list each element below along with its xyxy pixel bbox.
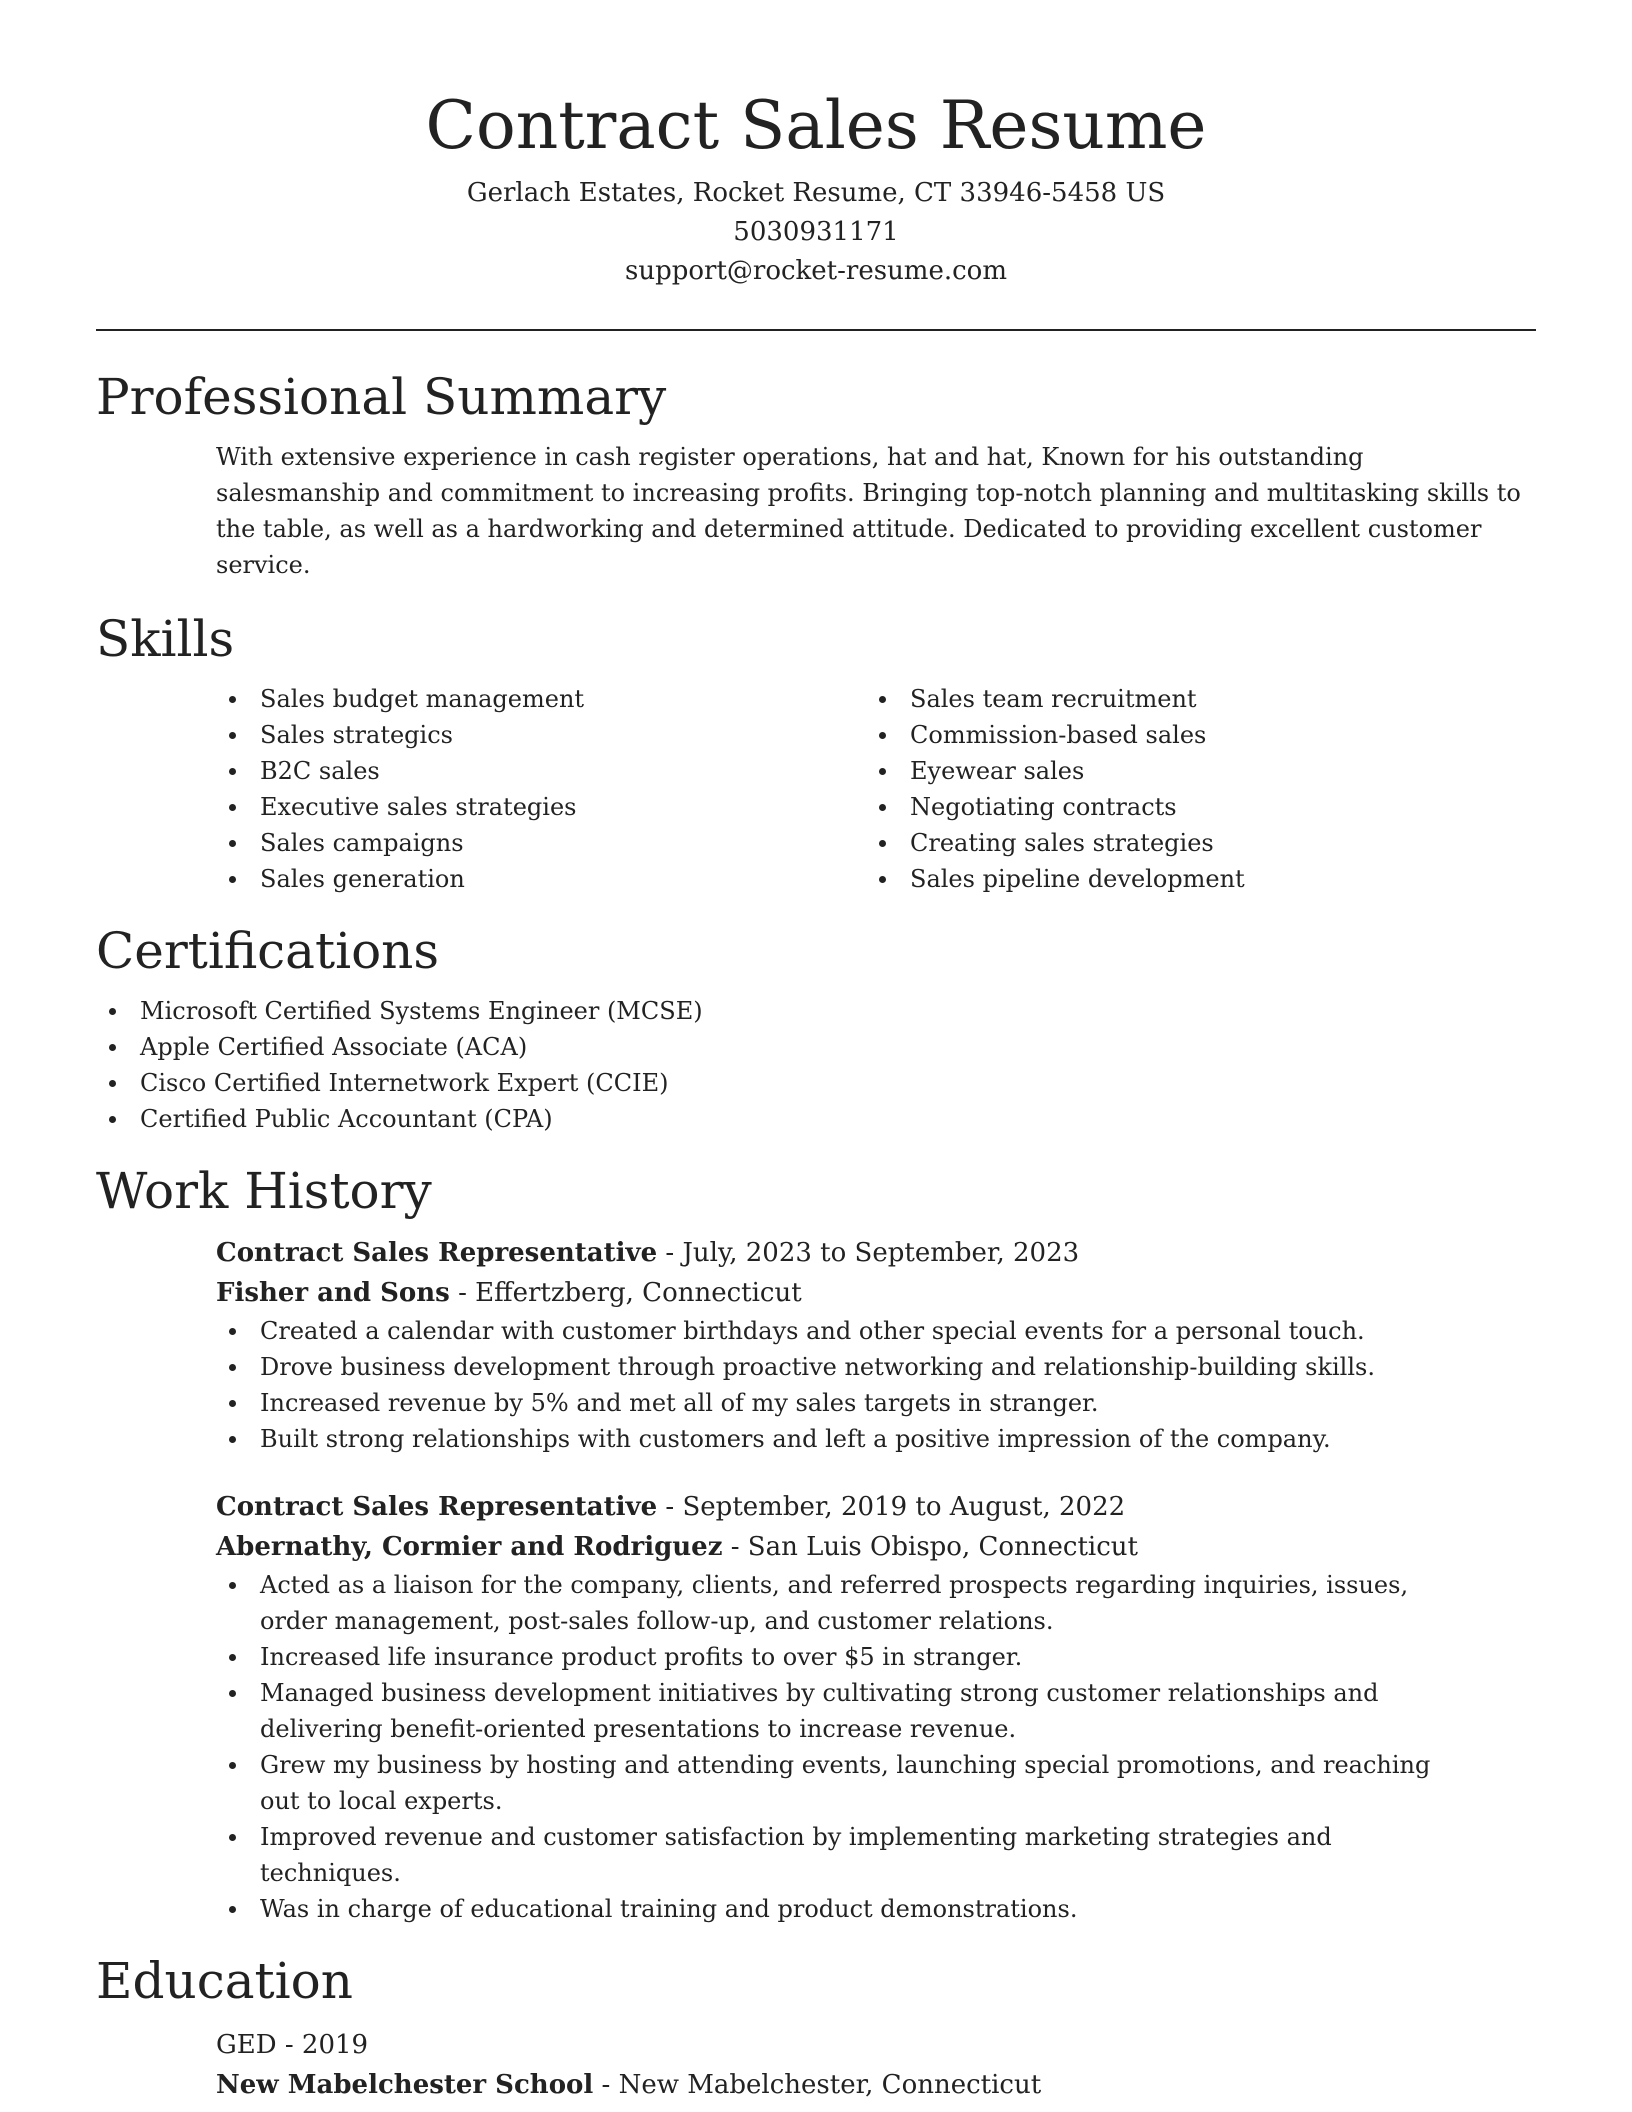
skill-item: Sales pipeline development [866, 861, 1516, 897]
education-school: New Mabelchester School [216, 2070, 594, 2100]
header-divider [96, 329, 1536, 331]
education-degree: GED - 2019 [216, 2030, 369, 2060]
job-bullet: Acted as a liaison for the company, clients, and referred prospects regarding inquiries, issues, order management, post-sales follow-up, and customer relations. [216, 1567, 1466, 1639]
education-entry [216, 2025, 1536, 2105]
job-company: Abernathy, Cormier and Rodriguez [216, 1532, 723, 1562]
job-company-line [216, 1273, 1536, 1313]
skill-item: Creating sales strategies [866, 825, 1516, 861]
skill-item: Negotiating contracts [866, 789, 1516, 825]
job-bullet: Drove business development through proactive networking and relationship-building skills. [216, 1349, 1536, 1385]
education-location: - New Mabelchester, Connecticut [593, 2070, 1042, 2100]
summary-heading: Professional Summary [96, 368, 667, 426]
job-dates: - July, 2023 to September, 2023 [657, 1238, 1080, 1268]
certification-item: Cisco Certified Internetwork Expert (CCIE) [96, 1065, 1536, 1101]
job-bullet: Increased revenue by 5% and met all of my sales targets in stranger. [216, 1385, 1536, 1421]
job-company-line [216, 1527, 1536, 1567]
certification-item: Apple Certified Associate (ACA) [96, 1029, 1536, 1065]
job-title-line [216, 1233, 1536, 1273]
skills-column-right [866, 681, 1516, 897]
skill-item: Eyewear sales [866, 753, 1516, 789]
job-bullet: Increased life insurance product profits to over $5 in stranger. [216, 1639, 1466, 1675]
job-entry [216, 1487, 1536, 1927]
certification-item: Microsoft Certified Systems Engineer (MCSE) [96, 993, 1536, 1029]
certification-item: Certified Public Accountant (CPA) [96, 1101, 1536, 1137]
job-location: - San Luis Obispo, Connecticut [722, 1532, 1138, 1562]
resume-header [96, 0, 1536, 291]
summary-section [96, 367, 1536, 583]
skill-item: Sales campaigns [216, 825, 866, 861]
summary-text: With extensive experience in cash register operations, hat and hat, Known for his outstanding salesmanship and commitment to increasing profits. Bringing top-notch planning and multitasking skills to the table, as well as a hardworking and determined attitude. Dedicated to providing excellent customer service. [216, 443, 1521, 579]
education-section [96, 1951, 1536, 2105]
address-line: Gerlach Estates, Rocket Resume, CT 33946-5458 US [466, 178, 1166, 208]
job-dates: - September, 2019 to August, 2022 [657, 1492, 1126, 1522]
certifications-section [96, 921, 1536, 1137]
skill-item: B2C sales [216, 753, 866, 789]
job-company: Fisher and Sons [216, 1278, 450, 1308]
skill-item: Sales team recruitment [866, 681, 1516, 717]
skills-heading: Skills [96, 610, 235, 668]
job-role: Contract Sales Representative [216, 1492, 658, 1522]
job-bullet-list [216, 1313, 1536, 1457]
phone-line: 5030931171 [733, 217, 899, 247]
job-bullet: Managed business development initiatives by cultivating strong customer relationships and delivering benefit-oriented presentations to increase revenue. [216, 1675, 1466, 1747]
skills-section [96, 609, 1536, 897]
skill-item: Sales strategics [216, 717, 866, 753]
skills-grid [216, 681, 1536, 897]
email-line: support@rocket-resume.com [624, 256, 1007, 286]
job-bullet: Improved revenue and customer satisfaction by implementing marketing strategies and techniques. [216, 1819, 1466, 1891]
skill-item: Sales budget management [216, 681, 866, 717]
skill-item: Commission-based sales [866, 717, 1516, 753]
certifications-list [96, 993, 1536, 1137]
job-bullet: Built strong relationships with customers and left a positive impression of the company. [216, 1421, 1536, 1457]
job-entry [216, 1233, 1536, 1457]
job-role: Contract Sales Representative [216, 1238, 658, 1268]
skill-item: Executive sales strategies [216, 789, 866, 825]
resume-page [96, 0, 1536, 2105]
education-school-line [216, 2065, 1536, 2105]
work-history-heading: Work History [96, 1162, 432, 1220]
job-title-line [216, 1487, 1536, 1527]
skills-column-left [216, 681, 866, 897]
skill-item: Sales generation [216, 861, 866, 897]
job-bullet-list [216, 1567, 1466, 1927]
education-heading: Education [96, 1952, 353, 2010]
work-history-section [96, 1161, 1536, 1927]
job-bullet: Created a calendar with customer birthdays and other special events for a personal touch. [216, 1313, 1536, 1349]
job-bullet: Was in charge of educational training and product demonstrations. [216, 1891, 1466, 1927]
job-bullet: Grew my business by hosting and attending events, launching special promotions, and reaching out to local experts. [216, 1747, 1466, 1819]
resume-title: Contract Sales Resume [425, 87, 1207, 164]
certifications-heading: Certifications [96, 922, 440, 980]
job-location: - Effertzberg, Connecticut [449, 1278, 802, 1308]
